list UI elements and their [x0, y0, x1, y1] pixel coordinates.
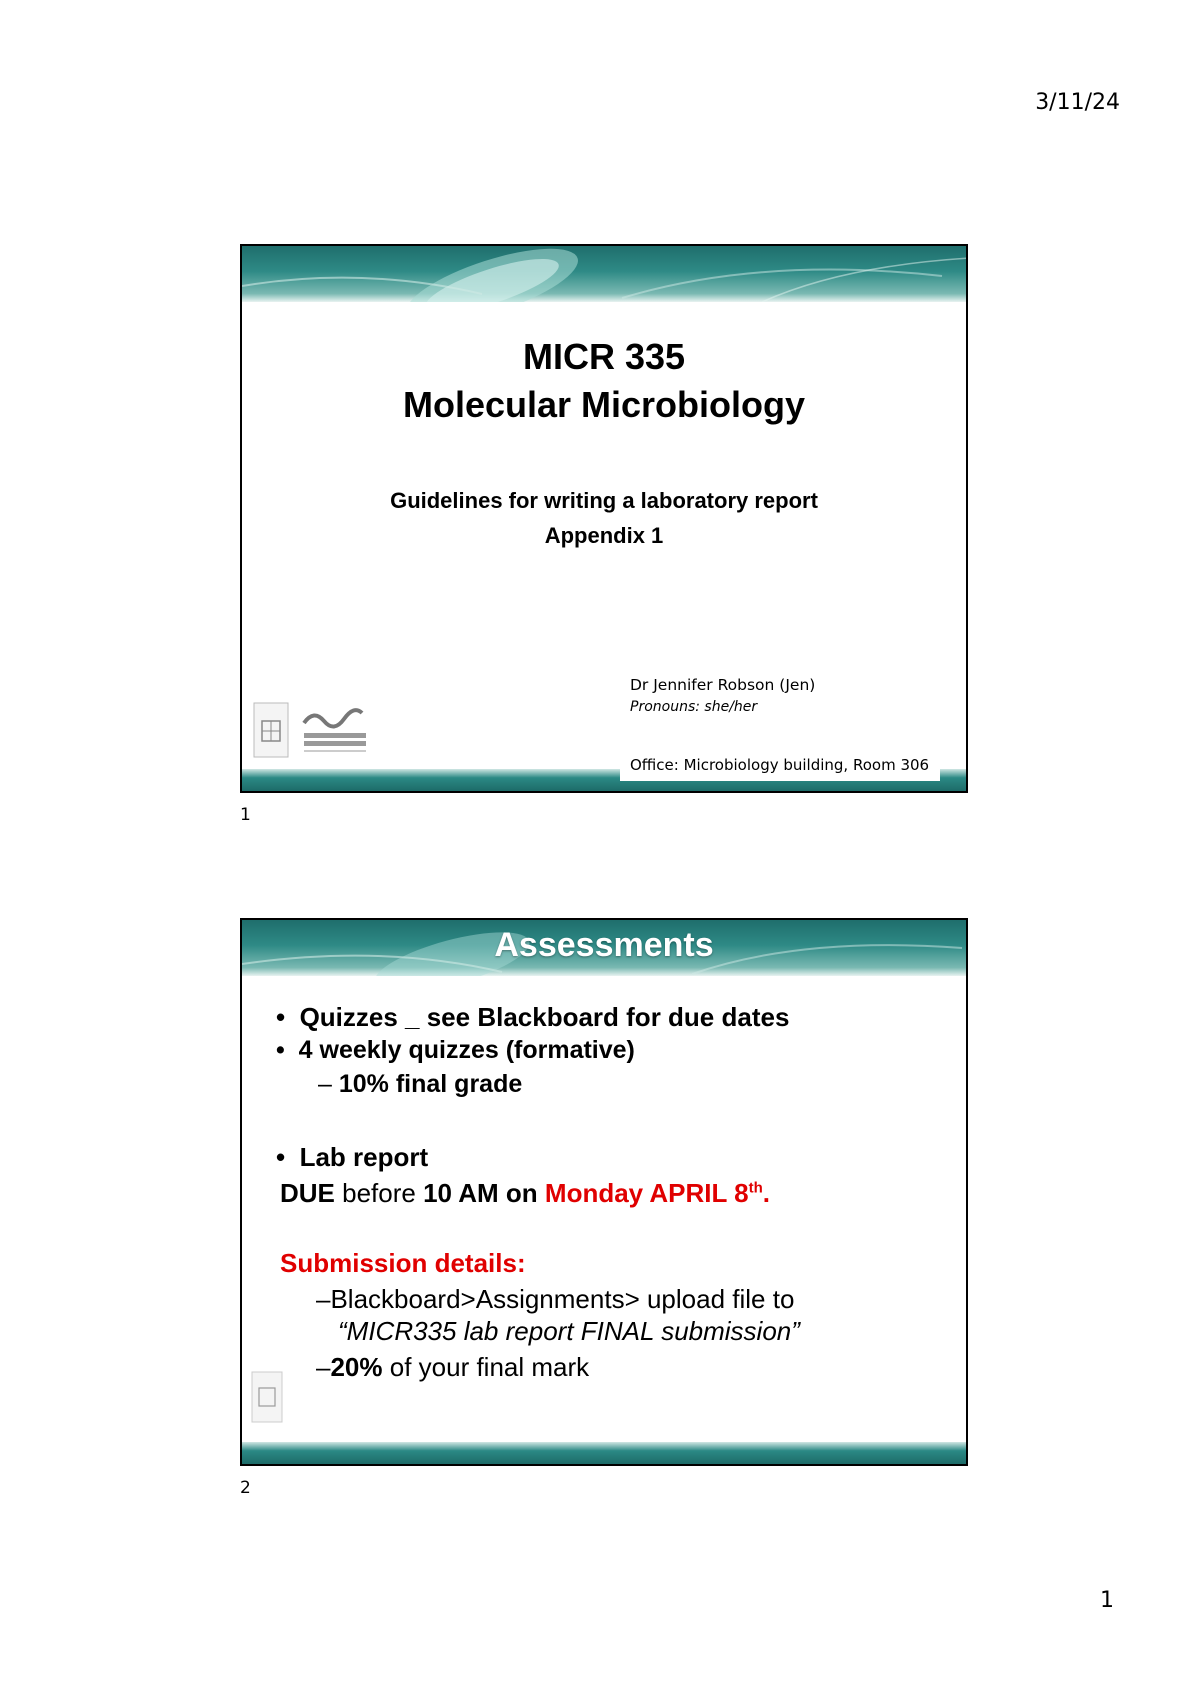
- slide-number-label: 2: [240, 1478, 251, 1498]
- bacteria-banner-image: [242, 246, 966, 302]
- slide-1: [240, 244, 968, 793]
- university-logo: [252, 701, 392, 761]
- bullet-quizzes: • Quizzes _ see Blackboard for due dates: [276, 1002, 790, 1032]
- slide-2: [240, 918, 968, 1466]
- page-number: 1: [1100, 1588, 1114, 1613]
- university-logo: [250, 1370, 290, 1430]
- presenter-office: Office: Microbiology building, Room 306: [630, 756, 930, 774]
- presenter-pronouns: Pronouns: she/her: [630, 699, 758, 715]
- header-date: 3/11/24: [1035, 90, 1120, 115]
- slide-title-line1: MICR 335: [522, 336, 686, 377]
- bullet-weekly-quizzes: • 4 weekly quizzes (formative): [276, 1036, 635, 1064]
- slide-footer-bar: [242, 1442, 966, 1464]
- slide-title-line2: Molecular Microbiology: [402, 384, 806, 425]
- slide-title: Assessments: [494, 926, 714, 964]
- bullet-lab-report: • Lab report: [276, 1142, 429, 1172]
- slide-subtitle-line2: Appendix 1: [544, 523, 664, 548]
- due-date-line: DUE before 10 AM on Monday APRIL 8th.: [280, 1178, 771, 1208]
- submission-heading: Submission details:: [280, 1248, 526, 1278]
- presenter-name: Dr Jennifer Robson (Jen): [630, 676, 816, 694]
- submission-name: “MICR335 lab report FINAL submission”: [338, 1316, 800, 1346]
- slide-subtitle-line1: Guidelines for writing a laboratory report: [390, 488, 818, 513]
- slide-number-label: 1: [240, 805, 251, 825]
- slide-banner: [242, 246, 966, 302]
- sub-bullet-upload: –Blackboard>Assignments> upload file to: [316, 1284, 795, 1314]
- sub-bullet-mark: –20% of your final mark: [316, 1352, 590, 1382]
- sub-bullet-grade: – 10% final grade: [318, 1070, 523, 1098]
